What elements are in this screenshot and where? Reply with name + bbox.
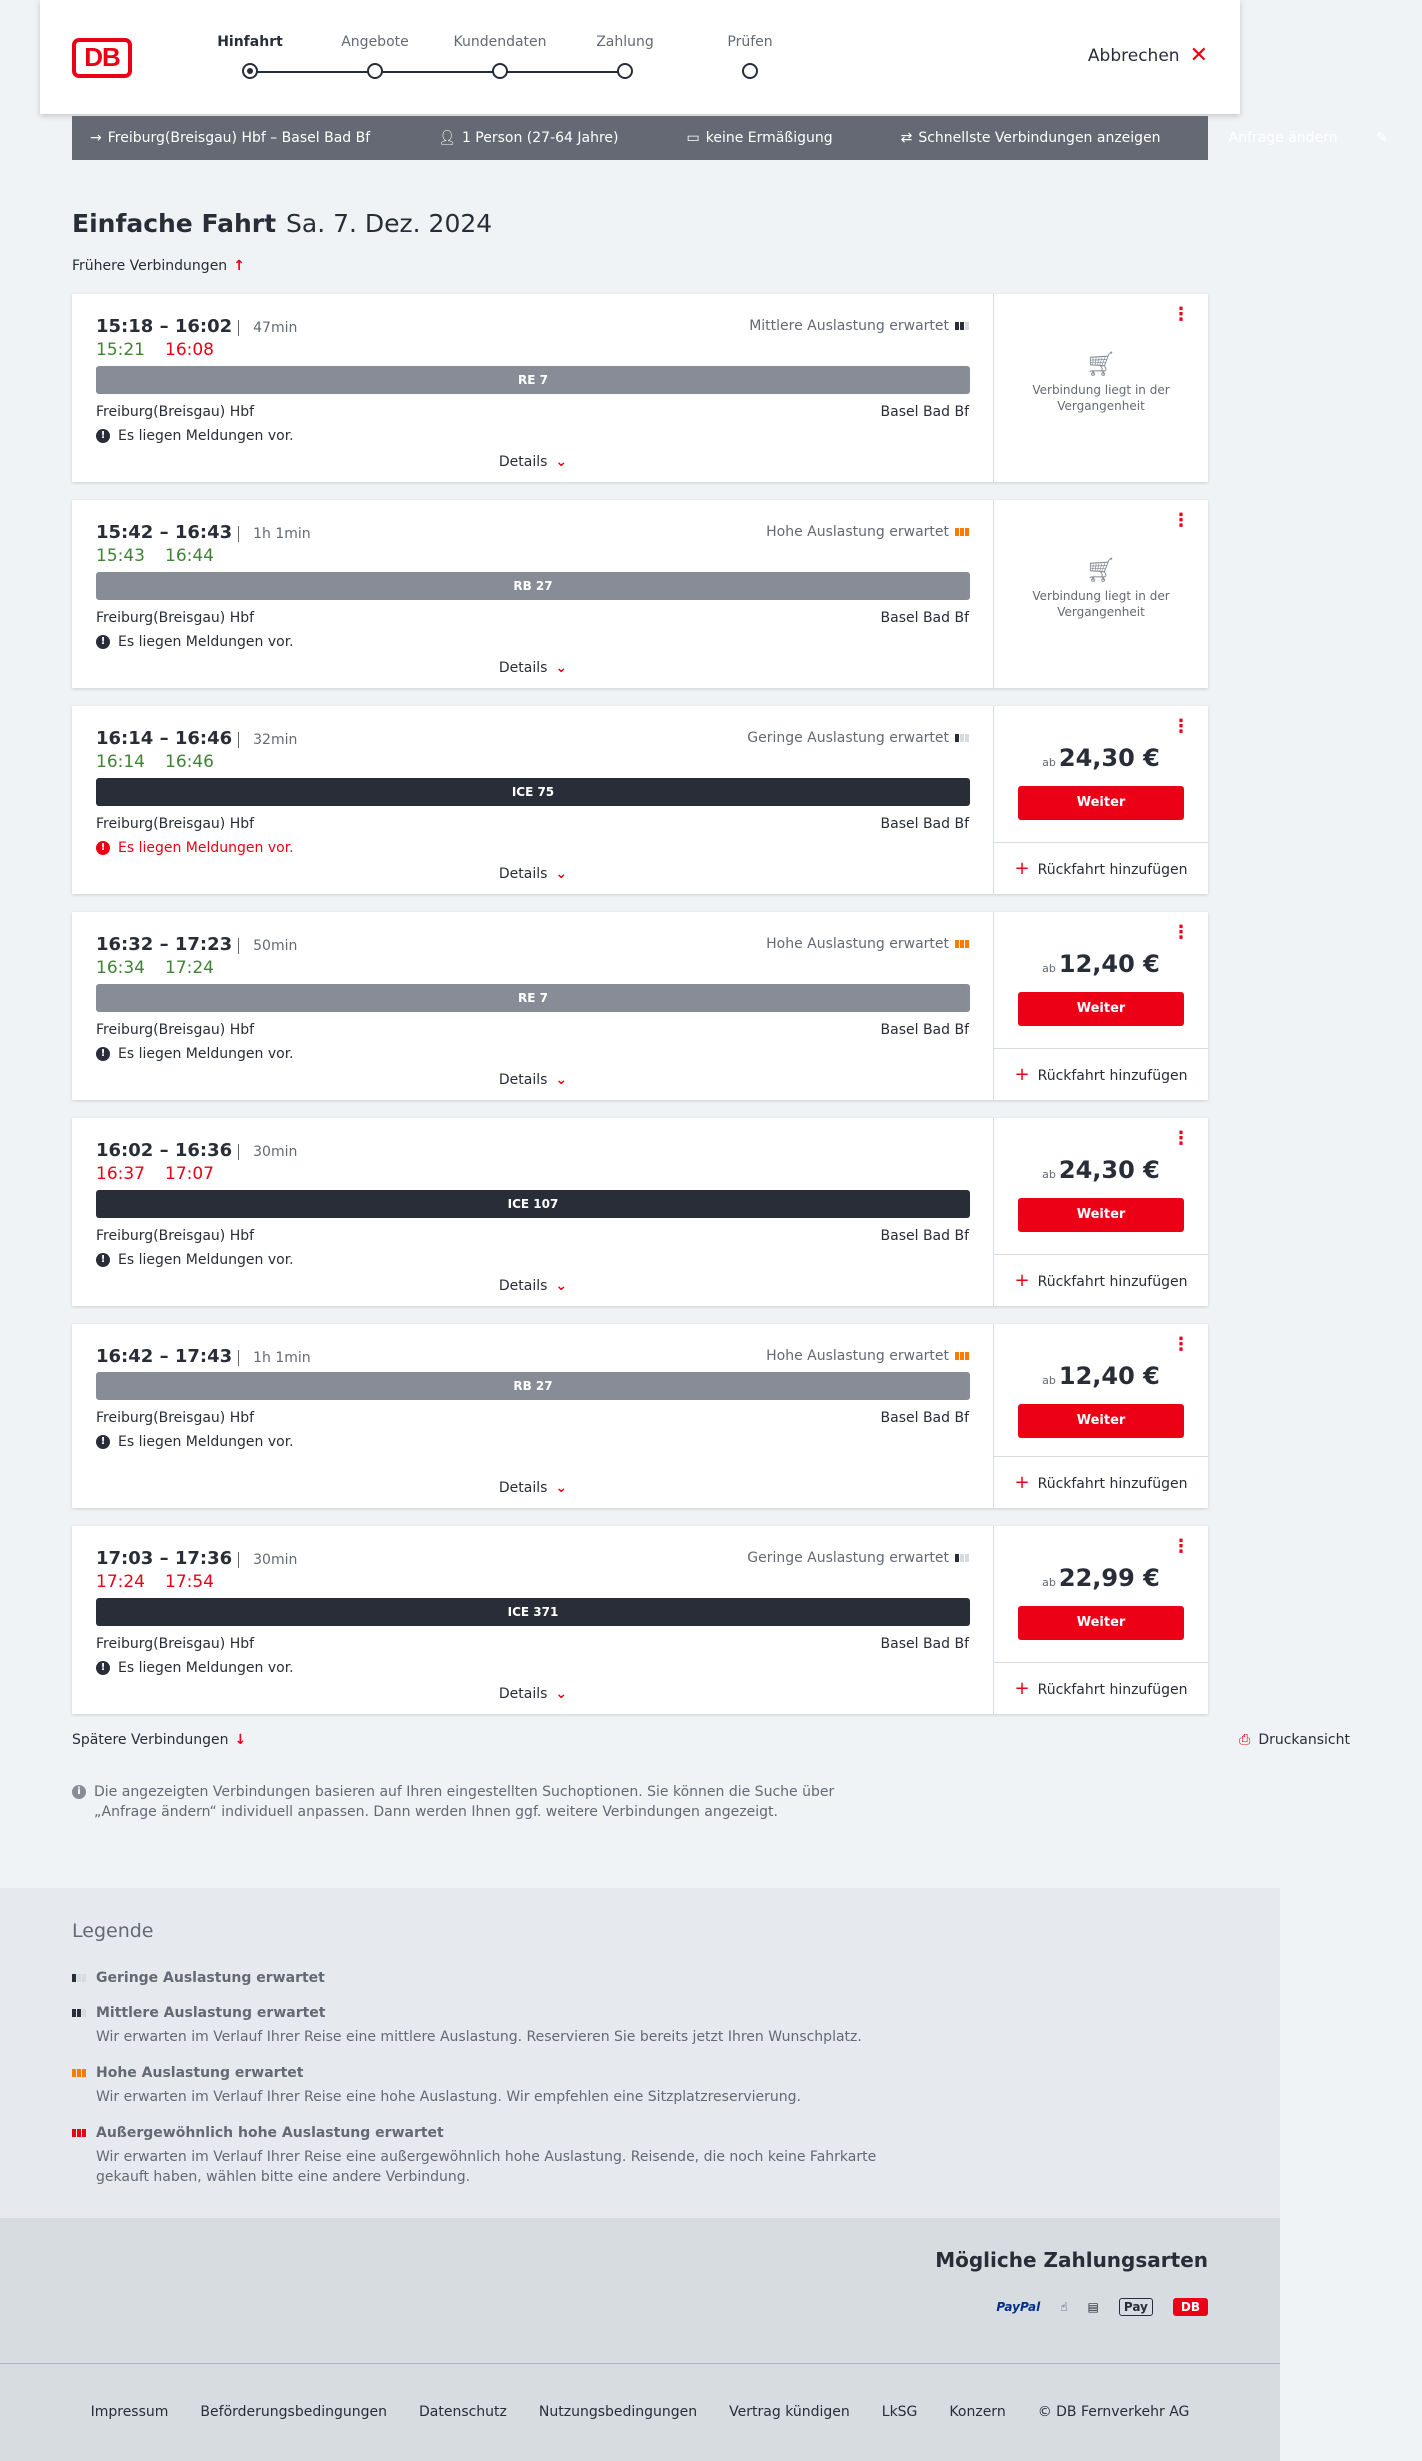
contactless-icon: ☝︎ bbox=[1060, 2300, 1068, 2314]
origin-station: Freiburg(Breisgau) Hbf bbox=[96, 404, 255, 420]
progress-line bbox=[250, 71, 625, 73]
realtime-times: 15:43 16:44 bbox=[96, 546, 214, 566]
plus-icon: + bbox=[1014, 1472, 1030, 1493]
search-summary-bar bbox=[72, 116, 1388, 160]
origin-station: Freiburg(Breisgau) Hbf bbox=[96, 610, 255, 626]
alert-icon: ! bbox=[96, 429, 110, 443]
print-view-link[interactable]: ⎙ Druckansicht bbox=[1239, 1732, 1350, 1748]
connection-card[interactable] bbox=[72, 1324, 1208, 1508]
db-pay-icon: DB bbox=[1173, 2298, 1208, 2316]
info-note: i Die angezeigten Verbindungen basieren auf Ihren eingestellten Suchoptionen. Sie können die Suche über „Anfrage ändern“ individuell anpassen. Dann werden Ihnen ggf. weitere Verbindungen angezeigt. bbox=[72, 1782, 852, 1822]
earlier-connections-link[interactable]: Frühere Verbindungen ↑ bbox=[72, 258, 245, 274]
realtime-times: 17:24 17:54 bbox=[96, 1572, 214, 1592]
legend-item-very-high: Außergewöhnlich hohe Auslastung erwartet Wir erwarten im Verlauf Ihrer Reise eine außergewöhnlich hohe Auslastung. Reisende, die noch keine Fahrkarte gekauft haben, wählen bitte eine andere Verbindung. bbox=[72, 2125, 892, 2187]
details-toggle[interactable]: Details ⌄ bbox=[498, 1278, 568, 1294]
scheduled-times: 16:32 – 17:23 50min bbox=[96, 934, 298, 955]
more-options-icon[interactable]: ⋮ bbox=[1172, 304, 1190, 325]
cart-unavailable-icon: 🛒︎ bbox=[1085, 556, 1117, 584]
train-bar[interactable]: RB 27 bbox=[96, 1372, 970, 1400]
pencil-icon: ✎ bbox=[1376, 130, 1388, 146]
messages-notice: ! Es liegen Meldungen vor. bbox=[96, 840, 294, 856]
connection-details bbox=[72, 912, 994, 1100]
connection-card[interactable] bbox=[72, 706, 1208, 894]
plus-icon: + bbox=[1014, 1270, 1030, 1291]
connection-details bbox=[72, 294, 994, 482]
step-angebote: Angebote bbox=[320, 34, 430, 50]
destination-station: Basel Bad Bf bbox=[880, 1022, 969, 1038]
train-bar[interactable]: ICE 107 bbox=[96, 1190, 970, 1218]
booking-panel bbox=[994, 706, 1208, 894]
chevron-down-icon: ⌄ bbox=[555, 1278, 568, 1294]
duration: 30min bbox=[238, 1552, 297, 1568]
details-toggle[interactable]: Details ⌄ bbox=[498, 1480, 568, 1496]
occupancy-icon bbox=[955, 322, 969, 330]
arrow-right-icon: → bbox=[90, 130, 102, 146]
more-options-icon[interactable]: ⋮ bbox=[1172, 716, 1190, 737]
more-options-icon[interactable]: ⋮ bbox=[1172, 1128, 1190, 1149]
arrow-up-icon: ↑ bbox=[233, 258, 245, 274]
payment-title: Mögliche Zahlungsarten bbox=[935, 2248, 1208, 2272]
occupancy-icon bbox=[955, 1554, 969, 1562]
continue-button[interactable]: Weiter bbox=[1018, 786, 1184, 820]
payment-icons bbox=[996, 2298, 1208, 2316]
connection-details bbox=[72, 1526, 994, 1714]
duration: 1h 1min bbox=[238, 1350, 311, 1366]
travel-date: Sa. 7. Dez. 2024 bbox=[286, 209, 493, 238]
duration: 32min bbox=[238, 732, 297, 748]
alert-icon: ! bbox=[96, 1661, 110, 1675]
origin-station: Freiburg(Breisgau) Hbf bbox=[96, 816, 255, 832]
occupancy-low-icon bbox=[72, 1974, 86, 1982]
step-zahlung: Zahlung bbox=[570, 34, 680, 50]
realtime-times: 16:34 17:24 bbox=[96, 958, 214, 978]
add-return-button[interactable]: + Rückfahrt hinzufügen bbox=[994, 1456, 1208, 1508]
connection-card[interactable] bbox=[72, 294, 1208, 482]
occupancy-high-icon bbox=[72, 2069, 86, 2077]
destination-station: Basel Bad Bf bbox=[880, 816, 969, 832]
alert-icon: ! bbox=[96, 1047, 110, 1061]
occupancy-info: Mittlere Auslastung erwartet bbox=[749, 318, 969, 334]
train-bar[interactable]: ICE 75 bbox=[96, 778, 970, 806]
scheduled-times: 16:42 – 17:43 1h 1min bbox=[96, 1346, 311, 1367]
footer-link[interactable]: Nutzungsbedingungen bbox=[538, 2404, 698, 2420]
price: ab 24,30 € bbox=[1042, 1156, 1160, 1184]
scheduled-times: 16:14 – 16:46 32min bbox=[96, 728, 298, 749]
connection-card[interactable] bbox=[72, 1118, 1208, 1306]
destination-station: Basel Bad Bf bbox=[880, 1228, 969, 1244]
route-text: Freiburg(Breisgau) Hbf – Basel Bad Bf bbox=[107, 130, 371, 146]
footer-link[interactable]: Impressum bbox=[90, 2404, 169, 2420]
realtime-times: 15:21 16:08 bbox=[96, 340, 214, 360]
footer bbox=[0, 2363, 1280, 2461]
continue-button[interactable]: Weiter bbox=[1018, 1606, 1184, 1640]
step-hinfahrt: Hinfahrt bbox=[195, 34, 305, 50]
legend-title: Legende bbox=[72, 1920, 154, 1942]
origin-station: Freiburg(Breisgau) Hbf bbox=[96, 1022, 255, 1038]
chevron-down-icon: ⌄ bbox=[555, 866, 568, 882]
footer-link[interactable]: Vertrag kündigen bbox=[729, 2404, 850, 2420]
realtime-times: 16:37 17:07 bbox=[96, 1164, 214, 1184]
add-return-button[interactable]: + Rückfahrt hinzufügen bbox=[994, 842, 1208, 894]
discount-text: keine Ermäßigung bbox=[705, 130, 833, 146]
footer-link[interactable]: Konzern bbox=[949, 2404, 1006, 2420]
train-bar[interactable]: ICE 371 bbox=[96, 1598, 970, 1626]
footer-link[interactable]: LkSG bbox=[881, 2404, 918, 2420]
connection-card[interactable] bbox=[72, 912, 1208, 1100]
details-toggle[interactable]: Details ⌄ bbox=[498, 454, 568, 470]
edit-request-button[interactable]: Anfrage ändern ✎ bbox=[1228, 130, 1388, 146]
price: ab 24,30 € bbox=[1042, 744, 1160, 772]
duration: 30min bbox=[238, 1144, 297, 1160]
duration: 47min bbox=[238, 320, 297, 336]
scheduled-times: 15:42 – 16:43 1h 1min bbox=[96, 522, 311, 543]
occupancy-icon bbox=[955, 1352, 969, 1360]
connection-card[interactable] bbox=[72, 500, 1208, 688]
price: ab 12,40 € bbox=[1042, 1362, 1160, 1390]
page-title: Einfache Fahrt Sa. 7. Dez. 2024 bbox=[72, 209, 493, 238]
alert-icon: ! bbox=[96, 1253, 110, 1267]
chevron-down-icon: ⌄ bbox=[555, 454, 568, 470]
db-logo[interactable]: DB bbox=[72, 38, 132, 78]
booking-panel bbox=[994, 912, 1208, 1100]
footer-link[interactable]: Datenschutz bbox=[418, 2404, 507, 2420]
destination-station: Basel Bad Bf bbox=[880, 610, 969, 626]
passengers-text: 1 Person (27-64 Jahre) bbox=[461, 130, 619, 146]
plus-icon: + bbox=[1014, 1064, 1030, 1085]
booking-panel bbox=[994, 294, 1208, 482]
occupancy-info: Hohe Auslastung erwartet bbox=[766, 936, 969, 952]
price: ab 22,99 € bbox=[1042, 1564, 1160, 1592]
add-return-button[interactable]: + Rückfahrt hinzufügen bbox=[994, 1254, 1208, 1306]
more-options-icon[interactable]: ⋮ bbox=[1172, 1536, 1190, 1557]
booking-panel bbox=[994, 1324, 1208, 1508]
connection-details bbox=[72, 500, 994, 688]
chevron-down-icon: ⌄ bbox=[555, 1072, 568, 1088]
booking-panel bbox=[994, 1118, 1208, 1306]
payment-section bbox=[0, 2218, 1280, 2363]
scheduled-times: 15:18 – 16:02 47min bbox=[96, 316, 298, 337]
train-bar[interactable]: RE 7 bbox=[96, 366, 970, 394]
messages-notice: ! Es liegen Meldungen vor. bbox=[96, 1434, 294, 1450]
more-options-icon[interactable]: ⋮ bbox=[1172, 510, 1190, 531]
apple-pay-icon: Pay bbox=[1119, 2298, 1153, 2316]
past-connection-note: 🛒︎ Verbindung liegt in der Vergangenheit bbox=[994, 356, 1208, 414]
connection-card[interactable] bbox=[72, 1526, 1208, 1714]
occupancy-icon bbox=[955, 734, 969, 742]
train-bar[interactable]: RB 27 bbox=[96, 572, 970, 600]
progress-steps bbox=[210, 34, 773, 84]
destination-station: Basel Bad Bf bbox=[880, 1410, 969, 1426]
price: ab 12,40 € bbox=[1042, 950, 1160, 978]
occupancy-info: Geringe Auslastung erwartet bbox=[747, 730, 969, 746]
booking-panel bbox=[994, 500, 1208, 688]
occupancy-icon bbox=[955, 940, 969, 948]
close-icon: ✕ bbox=[1189, 43, 1208, 68]
continue-button[interactable]: Weiter bbox=[1018, 1404, 1184, 1438]
alert-icon: ! bbox=[96, 841, 110, 855]
details-toggle[interactable]: Details ⌄ bbox=[498, 1072, 568, 1088]
add-return-button[interactable]: + Rückfahrt hinzufügen bbox=[994, 1048, 1208, 1100]
more-options-icon[interactable]: ⋮ bbox=[1172, 922, 1190, 943]
plus-icon: + bbox=[1014, 858, 1030, 879]
header bbox=[40, 0, 1240, 114]
filter-icon: ⇄ bbox=[900, 130, 913, 146]
messages-notice: ! Es liegen Meldungen vor. bbox=[96, 1046, 294, 1062]
origin-station: Freiburg(Breisgau) Hbf bbox=[96, 1636, 255, 1652]
chevron-down-icon: ⌄ bbox=[555, 1686, 568, 1702]
scheduled-times: 17:03 – 17:36 30min bbox=[96, 1548, 298, 1569]
origin-station: Freiburg(Breisgau) Hbf bbox=[96, 1228, 255, 1244]
person-icon: 👤︎ bbox=[438, 130, 456, 146]
legend-item-medium: Mittlere Auslastung erwartet Wir erwarten im Verlauf Ihrer Reise eine mittlere Auslastung. Reservieren Sie bereits jetzt Ihren Wunschplatz. bbox=[72, 2005, 892, 2047]
past-connection-note: 🛒︎ Verbindung liegt in der Vergangenheit bbox=[994, 562, 1208, 620]
destination-station: Basel Bad Bf bbox=[880, 1636, 969, 1652]
train-bar[interactable]: RE 7 bbox=[96, 984, 970, 1012]
continue-button[interactable]: Weiter bbox=[1018, 1198, 1184, 1232]
legend-item-low: Geringe Auslastung erwartet bbox=[72, 1970, 892, 1986]
legend-section bbox=[0, 1888, 1280, 2218]
details-toggle[interactable]: Details ⌄ bbox=[498, 866, 568, 882]
print-icon: ⎙ bbox=[1239, 1732, 1251, 1748]
footer-link[interactable]: © DB Fernverkehr AG bbox=[1037, 2404, 1190, 2420]
step-kundendaten: Kundendaten bbox=[445, 34, 555, 50]
occupancy-medium-icon bbox=[72, 2009, 86, 2017]
connection-details bbox=[72, 706, 994, 894]
continue-button[interactable]: Weiter bbox=[1018, 992, 1184, 1026]
details-toggle[interactable]: Details ⌄ bbox=[498, 660, 568, 676]
details-toggle[interactable]: Details ⌄ bbox=[498, 1686, 568, 1702]
origin-station: Freiburg(Breisgau) Hbf bbox=[96, 1410, 255, 1426]
messages-notice: ! Es liegen Meldungen vor. bbox=[96, 634, 294, 650]
occupancy-info: Hohe Auslastung erwartet bbox=[766, 524, 969, 540]
booking-panel bbox=[994, 1526, 1208, 1714]
cancel-button[interactable]: Abbrechen ✕ bbox=[1087, 43, 1208, 68]
footer-link[interactable]: Beförderungsbedingungen bbox=[200, 2404, 387, 2420]
step-pruefen: Prüfen bbox=[695, 34, 805, 50]
info-icon: i bbox=[72, 1785, 86, 1799]
chevron-down-icon: ⌄ bbox=[555, 1480, 568, 1496]
duration: 50min bbox=[238, 938, 297, 954]
occupancy-very-high-icon bbox=[72, 2129, 86, 2137]
later-connections-link[interactable]: Spätere Verbindungen ↓ bbox=[72, 1732, 247, 1748]
plus-icon: + bbox=[1014, 1678, 1030, 1699]
option-text: Schnellste Verbindungen anzeigen bbox=[918, 130, 1161, 146]
occupancy-info: Hohe Auslastung erwartet bbox=[766, 1348, 969, 1364]
messages-notice: ! Es liegen Meldungen vor. bbox=[96, 1660, 294, 1676]
occupancy-icon bbox=[955, 528, 969, 536]
more-options-icon[interactable]: ⋮ bbox=[1172, 1334, 1190, 1355]
legend-item-high: Hohe Auslastung erwartet Wir erwarten im Verlauf Ihrer Reise eine hohe Auslastung. Wir empfehlen eine Sitzplatzreservierung. bbox=[72, 2065, 892, 2107]
destination-station: Basel Bad Bf bbox=[880, 404, 969, 420]
scheduled-times: 16:02 – 16:36 30min bbox=[96, 1140, 298, 1161]
chevron-down-icon: ⌄ bbox=[555, 660, 568, 676]
alert-icon: ! bbox=[96, 635, 110, 649]
sepa-icon: ▤ bbox=[1087, 2300, 1099, 2314]
card-icon: ▭ bbox=[686, 130, 700, 146]
cart-unavailable-icon: 🛒︎ bbox=[1085, 350, 1117, 378]
alert-icon: ! bbox=[96, 1435, 110, 1449]
connection-details bbox=[72, 1324, 994, 1508]
connection-details bbox=[72, 1118, 994, 1306]
occupancy-info: Geringe Auslastung erwartet bbox=[747, 1550, 969, 1566]
messages-notice: ! Es liegen Meldungen vor. bbox=[96, 428, 294, 444]
add-return-button[interactable]: + Rückfahrt hinzufügen bbox=[994, 1662, 1208, 1714]
messages-notice: ! Es liegen Meldungen vor. bbox=[96, 1252, 294, 1268]
duration: 1h 1min bbox=[238, 526, 311, 542]
realtime-times: 16:14 16:46 bbox=[96, 752, 214, 772]
arrow-down-icon: ↓ bbox=[234, 1732, 247, 1748]
paypal-icon: PayPal bbox=[996, 2300, 1041, 2314]
